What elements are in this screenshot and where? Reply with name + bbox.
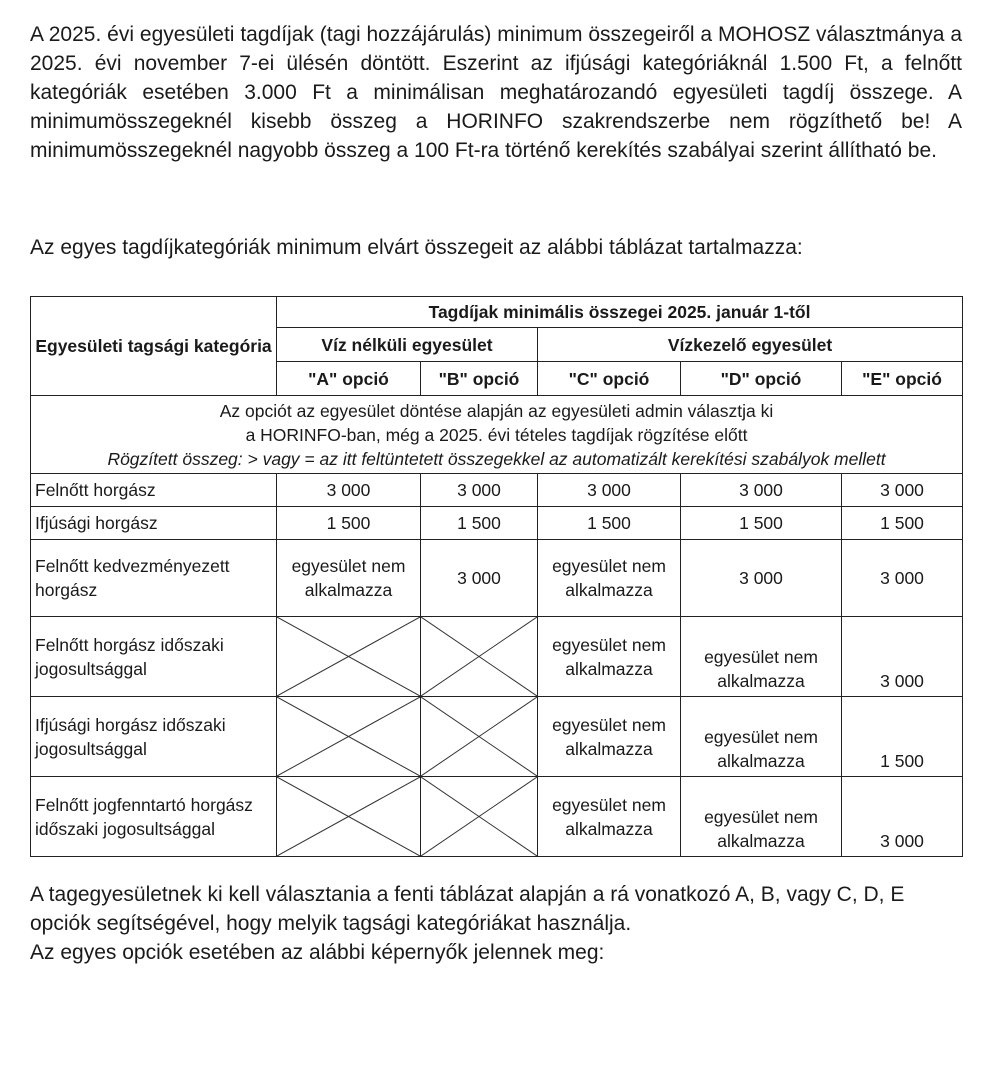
cell-e: 3 000 <box>842 777 963 857</box>
cell-e: 3 000 <box>842 474 963 507</box>
row-category: Felnőtt horgász időszaki jogosultsággal <box>31 617 277 697</box>
note-line-1: Az opciót az egyesület döntése alapján az egyesületi admin választja ki <box>219 400 774 421</box>
option-header-d: "D" opció <box>681 362 842 396</box>
table-row <box>31 617 963 697</box>
crossed-out-cell <box>421 697 538 777</box>
cell-d: egyesület nem alkalmazza <box>681 777 842 857</box>
cell-d: 3 000 <box>681 474 842 507</box>
crossed-out-cell <box>277 777 421 857</box>
cell-d: 3 000 <box>681 540 842 617</box>
note-line-3: Rögzített összeg: > vagy = az itt feltüntetett összegekkel az automatizált kerekítési szabályok mellett <box>107 448 886 469</box>
crossed-out-cell <box>277 617 421 697</box>
cell-b: 3 000 <box>421 474 538 507</box>
cell-c: 3 000 <box>538 474 681 507</box>
intro-paragraph: A 2025. évi egyesületi tagdíjak (tagi hozzájárulás) minimum összegeiről a MOHOSZ választmánya a 2025. évi november 7-ei ülésén döntött. Eszerint az ifjúsági kategóriáknál 1.500 Ft, a felnőtt kategóriák esetében 3.000 Ft a minimálisan meghatározandó egyesületi tagdíj összege. A minimumösszegeknél kisebb összeg a HORINFO szakrendszerbe nem rögzíthető be! A minimumösszegeknél nagyobb összeg a 100 Ft-ra történő kerekítés szabályai szerint állítható be. <box>30 23 962 162</box>
option-header-b: "B" opció <box>421 362 538 396</box>
row-category: Ifjúsági horgász <box>31 507 277 540</box>
row-category: Felnőtt kedvezményezett horgász <box>31 540 277 617</box>
cell-a: egyesület nem alkalmazza <box>277 540 421 617</box>
group-header-no-water: Víz nélküli egyesület <box>277 328 538 362</box>
table-note <box>31 396 963 474</box>
main-header: Tagdíjak minimális összegei 2025. január 1-től <box>277 297 963 328</box>
cell-c: egyesület nem alkalmazza <box>538 617 681 697</box>
table-row <box>31 474 963 507</box>
option-header-c: "C" opció <box>538 362 681 396</box>
cross-mark-icon <box>421 697 537 776</box>
cell-c: egyesület nem alkalmazza <box>538 540 681 617</box>
row-category: Ifjúsági horgász időszaki jogosultsággal <box>31 697 277 777</box>
cell-a: 1 500 <box>277 507 421 540</box>
cell-d: egyesület nem alkalmazza <box>681 617 842 697</box>
cell-d: egyesület nem alkalmazza <box>681 697 842 777</box>
crossed-out-cell <box>421 777 538 857</box>
fee-table <box>30 296 963 857</box>
cell-a: 3 000 <box>277 474 421 507</box>
cell-e: 3 000 <box>842 617 963 697</box>
cross-mark-icon <box>277 777 420 856</box>
table-row <box>31 777 963 857</box>
option-header-a: "A" opció <box>277 362 421 396</box>
cell-d: 1 500 <box>681 507 842 540</box>
table-row <box>31 507 963 540</box>
cross-mark-icon <box>277 697 420 776</box>
cell-b: 1 500 <box>421 507 538 540</box>
outro-paragraph-2: Az egyes opciók esetében az alábbi képernyők jelennek meg: <box>30 941 605 964</box>
cell-e: 1 500 <box>842 697 963 777</box>
cross-mark-icon <box>421 617 537 696</box>
category-header: Egyesületi tagsági kategória <box>31 297 277 396</box>
crossed-out-cell <box>421 617 538 697</box>
cell-c: egyesület nem alkalmazza <box>538 777 681 857</box>
note-line-2: a HORINFO-ban, még a 2025. évi tételes tagdíjak rögzítése előtt <box>245 424 748 445</box>
outro-paragraph: A tagegyesületnek ki kell választania a fenti táblázat alapján a rá vonatkozó A, B, vagy C, D, E opciók segítségével, hogy melyik tagsági kategóriákat használja. <box>30 883 905 935</box>
crossed-out-cell <box>277 697 421 777</box>
cell-c: egyesület nem alkalmazza <box>538 697 681 777</box>
row-category: Felnőtt jogfenntartó horgász időszaki jogosultsággal <box>31 777 277 857</box>
cell-e: 1 500 <box>842 507 963 540</box>
table-row <box>31 697 963 777</box>
cell-b: 3 000 <box>421 540 538 617</box>
row-category: Felnőtt horgász <box>31 474 277 507</box>
cross-mark-icon <box>421 777 537 856</box>
table-row <box>31 540 963 617</box>
group-header-water: Vízkezelő egyesület <box>538 328 963 362</box>
option-header-e: "E" opció <box>842 362 963 396</box>
cell-e: 3 000 <box>842 540 963 617</box>
cell-c: 1 500 <box>538 507 681 540</box>
table-intro: Az egyes tagdíjkategóriák minimum elvárt összegeit az alábbi táblázat tartalmazza: <box>30 236 803 259</box>
cross-mark-icon <box>277 617 420 696</box>
outro-section <box>30 880 962 967</box>
